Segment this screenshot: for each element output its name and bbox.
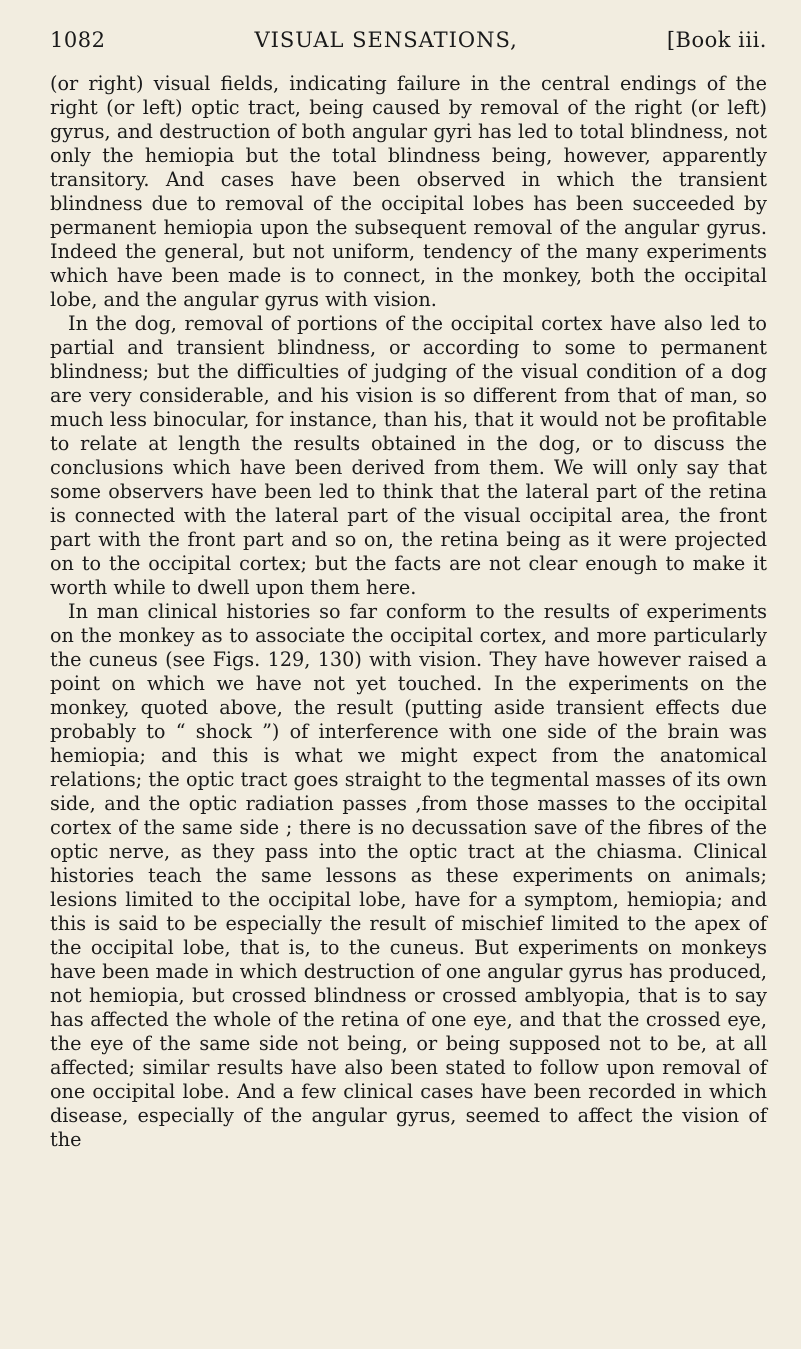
running-title: VISUAL SENSATIONS, xyxy=(254,28,518,52)
paragraph-1: (or right) visual fields, indicating failure in the central endings of the right (or left) optic tract, being caused by removal of the right (or left) gyrus, and destruction of both angular gyri has led to total blindness, not only the hemiopia but the total blindness being, however, apparently transitory. And cases have been observed in which the transient blindness due to removal of the occipital lobes has been succeeded by permanent hemiopia upon the subsequent removal of the angular gyrus. Indeed the general, but not uniform, tendency of the many experiments which have been made is to connect, in the monkey, both the occipital lobe, and the angular gyrus with vision. xyxy=(50,72,767,311)
book-reference: [Book iii. xyxy=(666,28,767,52)
body-text xyxy=(50,72,767,1152)
page-number: 1082 xyxy=(50,28,106,52)
paragraph-2: In the dog, removal of portions of the occipital cortex have also led to partial and transient blindness, or according to some to permanent blindness; but the difficulties of judging of the visual condition of a dog are very considerable, and his vision is so different from that of man, so much less binocular, for instance, than his, that it would not be profitable to relate at length the results obtained in the dog, or to discuss the conclusions which have been derived from them. We will only say that some observers have been led to think that the lateral part of the retina is connected with the lateral part of the visual occipital area, the front part with the front part and so on, the retina being as it were projected on to the occipital cortex; but the facts are not clear enough to make it worth while to dwell upon them here. xyxy=(50,312,767,599)
running-header xyxy=(50,28,767,52)
book-page xyxy=(50,28,767,1152)
paragraph-3: In man clinical histories so far conform to the results of experiments on the monkey as to associate the occipital cortex, and more particularly the cuneus (see Figs. 129, 130) with vision. They have however raised a point on which we have not yet touched. In the experiments on the monkey, quoted above, the result (putting aside transient effects due probably to “ shock ”) of interference with one side of the brain was hemiopia; and this is what we might expect from the anatomical relations; the optic tract goes straight to the tegmental masses of its own side, and the optic radiation passes ,from those masses to the occipital cortex of the same side ; there is no decussation save of the fibres of the optic nerve, as they pass into the optic tract at the chiasma. Clinical histories teach the same lessons as these experiments on animals; lesions limited to the occipital lobe, have for a symptom, hemiopia; and this is said to be especially the result of mischief limited to the apex of the occipital lobe, that is, to the cuneus. But experiments on monkeys have been made in which destruction of one angular gyrus has produced, not hemiopia, but crossed blindness or crossed amblyopia, that is to say has affected the whole of the retina of one eye, and that the crossed eye, the eye of the same side not being, or being supposed not to be, at all affected; similar results have also been stated to follow upon removal of one occipital lobe. And a few clinical cases have been recorded in which disease, especially of the angular gyrus, seemed to affect the vision of the xyxy=(50,600,767,1151)
